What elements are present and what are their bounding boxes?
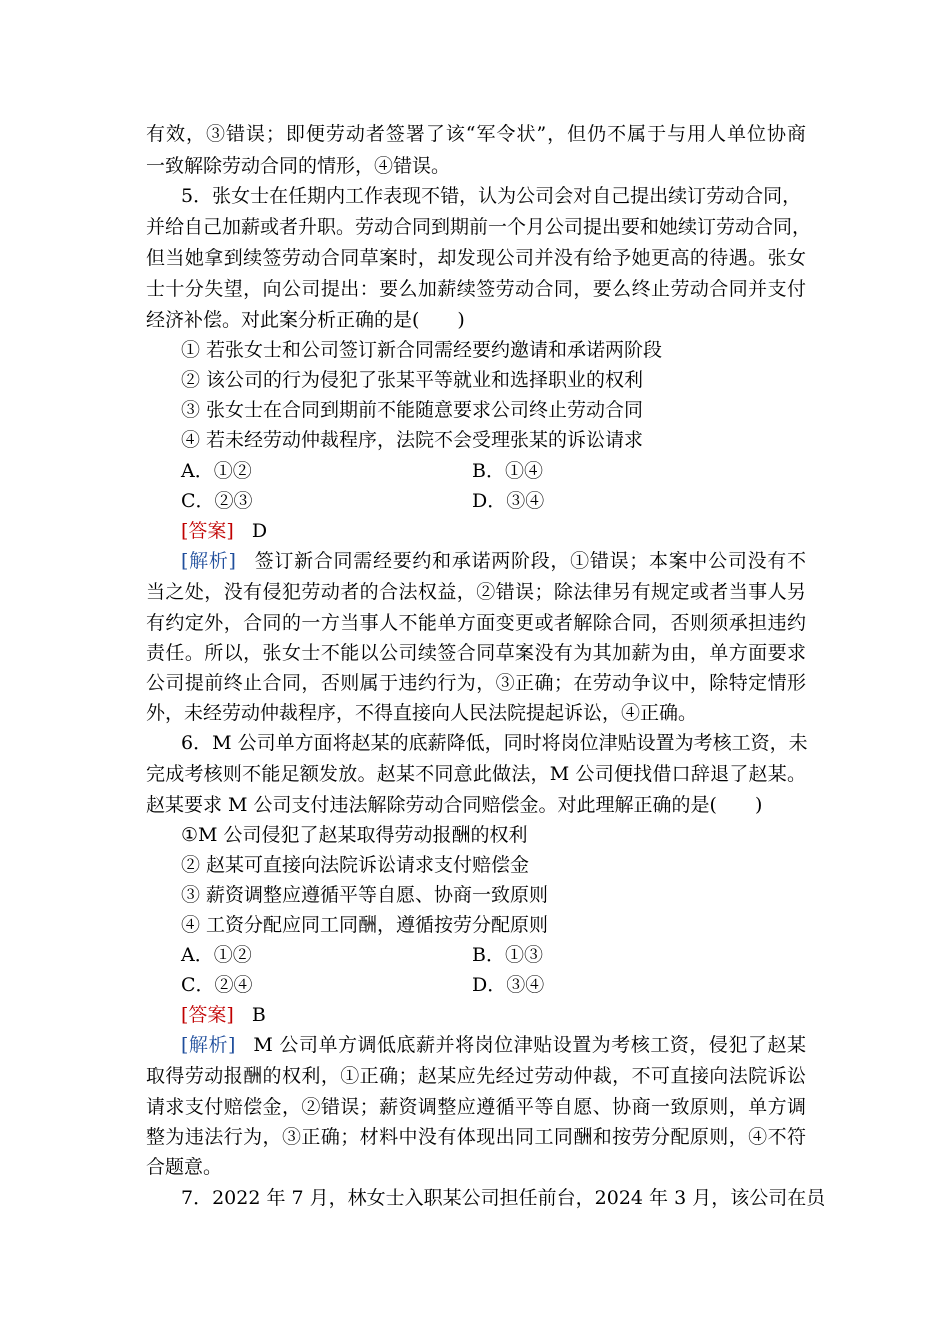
q5-stem-line: 但当她拿到续签劳动合同草案时，却发现公司并没有给予她更高的待遇。张女	[146, 247, 806, 269]
q7-stem-line: 7．2022 年 7 月，林女士入职某公司担任前台，2024 年 3 月，该公司在员	[181, 1187, 826, 1209]
q5-explanation-line: 有约定外，合同的一方当事人不能单方面变更或者解除合同，否则须承担违约	[146, 612, 806, 634]
q6-statement-4: ④ 工资分配应同工同酬，遵循按劳分配原则	[181, 914, 549, 936]
q6-explanation-first	[181, 1032, 806, 1058]
q6-explanation-text: M 公司单方调低底薪并将岗位津贴设置为考核工资，侵犯了赵某	[253, 1034, 807, 1056]
q6-answer	[181, 1002, 841, 1028]
q6-explanation-line: 合题意。	[146, 1156, 223, 1178]
q6-statement-2: ② 赵某可直接向法院诉讼请求支付赔偿金	[181, 854, 530, 876]
answer-tag: [答案]	[181, 1004, 234, 1026]
q5-answer-value: D	[251, 520, 268, 542]
q5-explanation-text: 签订新合同需经要约和承诺两阶段，①错误；本案中公司没有不	[253, 550, 806, 572]
q5-explanation-line: 外，未经劳动仲裁程序，不得直接向人民法院提起诉讼，④正确。	[146, 702, 698, 724]
q5-statement-1: ① 若张女士和公司签订新合同需经要约邀请和承诺两阶段	[181, 339, 663, 361]
q5-stem-line: 5．张女士在任期内工作表现不错，认为公司会对自己提出续订劳动合同，	[181, 185, 802, 207]
q5-statement-4: ④ 若未经劳动仲裁程序，法院不会受理张某的诉讼请求	[181, 429, 644, 451]
answer-tag: [答案]	[181, 520, 234, 542]
q5-options-row-1	[181, 458, 841, 484]
q5-explanation-first	[181, 548, 806, 574]
q6-statement-1: ①M 公司侵犯了赵某取得劳动报酬的权利	[181, 824, 528, 846]
q6-stem-line: 赵某要求 M 公司支付违法解除劳动合同赔偿金。对此理解正确的是( )	[146, 794, 763, 816]
q6-explanation-line: 取得劳动报酬的权利，①正确；赵某应先经过劳动仲裁，不可直接向法院诉讼	[146, 1065, 806, 1087]
q5-option-b: B．①④	[472, 460, 543, 482]
q6-option-b: B．①③	[472, 944, 543, 966]
q5-explanation-line: 责任。所以，张女士不能以公司续签合同草案没有为其加薪为由，单方面要求	[146, 642, 806, 664]
q6-answer-value: B	[251, 1004, 266, 1026]
q6-explanation-line: 请求支付赔偿金，②错误；薪资调整应遵循平等自愿、协商一致原则，单方调	[146, 1096, 806, 1118]
q5-explanation-line: 当之处，没有侵犯劳动者的合法权益，②错误；除法律另有规定或者当事人另	[146, 581, 806, 603]
q5-explanation-line: 公司提前终止合同，否则属于违约行为，③正确；在劳动争议中，除特定情形	[146, 672, 806, 694]
q5-option-c: C．②③	[181, 490, 253, 512]
q6-options-row-2	[181, 972, 841, 998]
explanation-tag: [解析]	[181, 1034, 236, 1056]
explanation-tag: [解析]	[181, 550, 236, 572]
q6-options-row-1	[181, 942, 841, 968]
q5-stem-line: 士十分失望，向公司提出：要么加薪续签劳动合同，要么终止劳动合同并支付	[146, 278, 806, 300]
q5-stem-line: 并给自己加薪或者升职。劳动合同到期前一个月公司提出要和她续订劳动合同，	[146, 216, 812, 238]
q5-options-row-2	[181, 488, 841, 514]
prev-explanation-line: 有效，③错误；即便劳动者签署了该“军令状”，但仍不属于与用人单位协商	[146, 123, 806, 145]
q6-stem-line: 6．M 公司单方面将赵某的底薪降低，同时将岗位津贴设置为考核工资，未	[181, 732, 808, 754]
prev-explanation-line: 一致解除劳动合同的情形，④错误。	[146, 155, 451, 177]
q5-stem-line: 经济补偿。对此案分析正确的是( )	[146, 309, 465, 331]
q6-option-a: A．①②	[181, 944, 252, 966]
q5-statement-3: ③ 张女士在合同到期前不能随意要求公司终止劳动合同	[181, 399, 644, 421]
q6-statement-3: ③ 薪资调整应遵循平等自愿、协商一致原则	[181, 884, 549, 906]
q6-explanation-line: 整为违法行为，③正确；材料中没有体现出同工同酬和按劳分配原则，④不符	[146, 1126, 806, 1148]
q5-statement-2: ② 该公司的行为侵犯了张某平等就业和选择职业的权利	[181, 369, 644, 391]
q6-option-d: D．③④	[472, 974, 545, 996]
q6-stem-line: 完成考核则不能足额发放。赵某不同意此做法，M 公司便找借口辞退了赵某。	[146, 763, 806, 785]
q5-answer	[181, 518, 841, 544]
q6-option-c: C．②④	[181, 974, 253, 996]
q5-option-a: A．①②	[181, 460, 252, 482]
q5-option-d: D．③④	[472, 490, 545, 512]
